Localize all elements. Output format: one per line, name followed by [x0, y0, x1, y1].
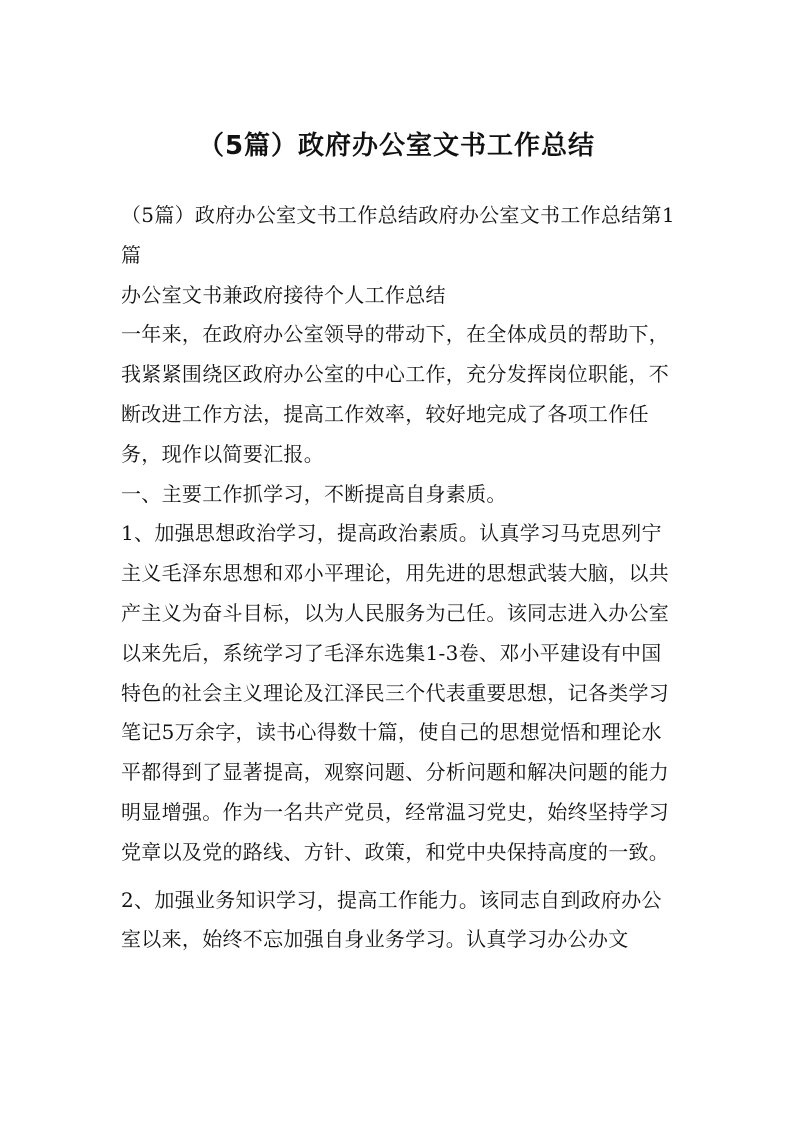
paragraph-overview: 一年来，在政府办公室领导的带动下，在全体成员的帮助下，我紧紧围绕区政府办公室的中心工作，充分发挥岗位职能，不断改进工作方法，提高工作效率，较好地完成了各项工作任务，现作以简要汇报。: [121, 322, 670, 466]
paragraph-section-heading: 一、主要工作抓学习，不断提高自身素质。: [121, 481, 507, 506]
paragraph-item-1: 1、加强思想政治学习，提高政治素质。认真学习马克思列宁主义毛泽东思想和邓小平理论，用先进的思想武装大脑，以共产主义为奋斗目标，以为人民服务为己任。该同志进入办公室以来先后，系统学习了毛泽东选集1-3卷、邓小平建设有中国特色的社会主义理论及江泽民三个代表重要思想，记各类学习笔记5万余字，读书心得数十篇，使自己的思想觉悟和理论水平都得到了显著提高，观察问题、分析问题和解决问题的能力明显增强。作为一名共产党员，经常温习党史，始终坚持学习党章以及党的路线、方针、政策，和党中央保持高度的一致。: [121, 521, 670, 864]
paragraph-subtitle: 办公室文书兼政府接待个人工作总结: [121, 282, 446, 307]
paragraph-item-2: 2、加强业务知识学习，提高工作能力。该同志自到政府办公室以来，始终不忘加强自身业务学习。认真学习办公办文: [121, 887, 662, 952]
document-title: （5篇）政府办公室文书工作总结: [197, 131, 596, 161]
document-body: [121, 196, 677, 960]
paragraph-intro: （5篇）政府办公室文书工作总结政府办公室文书工作总结第1篇: [121, 203, 675, 267]
